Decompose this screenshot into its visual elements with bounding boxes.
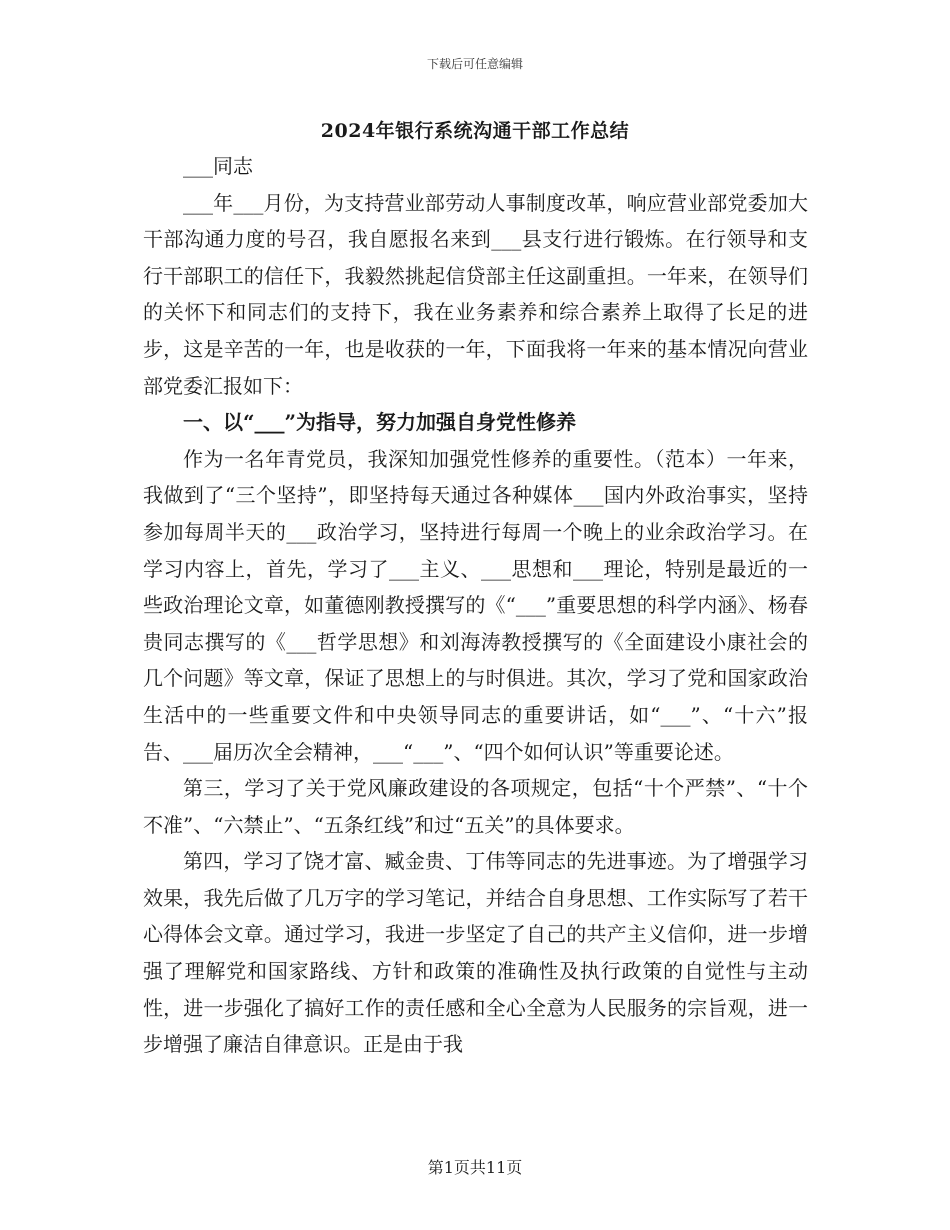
- paragraph-intro: ___年___月份，为支持营业部劳动人事制度改革，响应营业部党委加大干部沟通力度的号召，我自愿报名来到___县支行进行锻炼。在行领导和支行干部职工的信任下，我毅然挑起信贷部主任这副重担。一年来，在领导们的关怀下和同志们的支持下，我在业务素养和综合素养上取得了长足的进步，这是辛苦的一年，也是收获的一年，下面我将一年来的基本情况向营业部党委汇报如下：: [143, 190, 808, 398]
- paragraph-fourth: 第四，学习了饶才富、臧金贵、丁伟等同志的先进事迹。为了增强学习效果，我先后做了几万字的学习笔记，并结合自身思想、工作实际写了若干心得体会文章。通过学习，我进一步坚定了自己的共产主义信仰，进一步增强了理解党和国家路线、方针和政策的准确性及执行政策的自觉性与主动性，进一步强化了搞好工作的责任感和全心全意为人民服务的宗旨观，进一步增强了廉洁自律意识。正是由于我: [143, 849, 808, 1057]
- page-number: 第1页共11页: [427, 1158, 523, 1177]
- document-title: 2024年银行系统沟通干部工作总结: [320, 120, 630, 142]
- document-body: [143, 148, 808, 1063]
- paragraph-third: 第三，学习了关于党风廉政建设的各项规定，包括“十个严禁”、“十个不准”、“六禁止”、“五条红线”和过“五关”的具体要求。: [143, 776, 808, 837]
- paragraph-study: 作为一名年青党员，我深知加强党性修养的重要性。（范本）一年来，我做到了“三个坚持”，即坚持每天通过各种媒体___国内外政治事实，坚持参加每周半天的___政治学习，坚持进行每周一个晚上的业余政治学习。在学习内容上，首先，学习了___主义、___思想和___理论，特别是最近的一些政治理论文章，如董德刚教授撰写的《“___”重要思想的科学内涵》、杨春贵同志撰写的《___哲学思想》和刘海涛教授撰写的《全面建设小康社会的几个问题》等文章，保证了思想上的与时俱进。其次，学习了党和国家政治生活中的一些重要文件和中央领导同志的重要讲话，如“___”、“十六”报告、___届历次全会精神，___“___”、“四个如何认识”等重要论述。: [143, 446, 808, 764]
- salutation: ___同志: [183, 154, 253, 178]
- section-heading-1: 一、以“___”为指导，努力加强自身党性修养: [183, 410, 577, 435]
- header-note: 下载后可任意编辑: [426, 57, 523, 71]
